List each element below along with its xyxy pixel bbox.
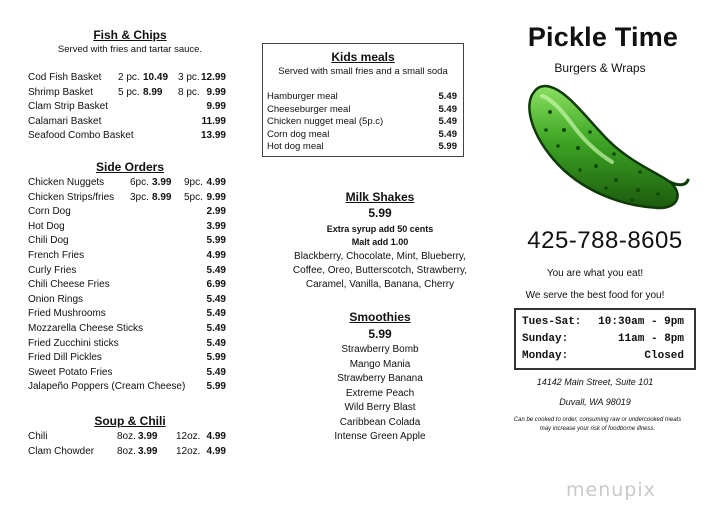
- item-size-large: 12oz.: [176, 431, 201, 442]
- hours-time: Closed: [644, 350, 684, 362]
- item-price-small: 3.99: [138, 431, 158, 442]
- kids-item-price: 5.49: [438, 91, 457, 102]
- smoothie-item: Intense Green Apple: [334, 431, 426, 442]
- item-size-small: 2 pc.: [118, 72, 140, 83]
- item-size-large: 8 pc.: [178, 86, 200, 98]
- item-name: Clam Strip Basket: [28, 101, 109, 113]
- smoothie-item: Mango Mania: [349, 358, 411, 370]
- item-price-large: 12.99: [200, 72, 226, 83]
- milk-shakes-title: Milk Shakes: [345, 190, 415, 204]
- menupix-watermark: menupix: [566, 479, 656, 501]
- address-line-2: Duvall, WA 98019: [559, 397, 631, 407]
- item-size-large: 3 pc.: [178, 72, 200, 83]
- kids-meals-subtitle: Served with small fries and a small soda: [278, 66, 448, 77]
- smoothie-item: Strawberry Banana: [337, 373, 423, 384]
- item-name: Curly Fries: [28, 264, 77, 276]
- item-price-large: 9.99: [206, 86, 226, 98]
- item-size-large: 12oz.: [176, 445, 201, 457]
- item-price: 5.49: [206, 293, 226, 305]
- brand-tagline: Burgers & Wraps: [554, 61, 646, 75]
- item-name: Fried Mushrooms: [28, 308, 106, 320]
- item-price: 13.99: [200, 130, 226, 142]
- item-name: Jalapeño Poppers (Cream Cheese): [28, 381, 186, 393]
- pickle-illustration: [520, 82, 690, 220]
- slogan-secondary: We serve the best food for you!: [525, 290, 665, 301]
- item-name: Hot Dog: [28, 220, 65, 232]
- kids-meals-title: Kids meals: [331, 50, 395, 64]
- kids-item-name: Corn dog meal: [267, 128, 330, 140]
- item-size-large: 9pc.: [184, 177, 203, 188]
- fish-chips-title: Fish & Chips: [93, 28, 167, 42]
- item-price: 5.49: [206, 308, 226, 320]
- item-price: 6.99: [206, 279, 226, 291]
- milk-shakes-flavors-2: Coffee, Oreo, Butterscotch, Strawberry,: [292, 265, 468, 276]
- item-price-large: 4.99: [206, 445, 226, 457]
- hours-day: Monday:: [522, 350, 569, 362]
- fish-chips-subtitle: Served with fries and tartar sauce.: [57, 44, 203, 55]
- item-size-small: 8oz.: [117, 431, 136, 442]
- item-price-small: 10.49: [143, 72, 169, 83]
- side-orders-title: Side Orders: [95, 160, 165, 174]
- item-name: Onion Rings: [28, 293, 84, 305]
- item-size-small: 8oz.: [117, 445, 136, 457]
- smoothies-title: Smoothies: [349, 310, 411, 324]
- kids-item-name: Hot dog meal: [267, 141, 324, 153]
- item-name: Clam Chowder: [28, 445, 95, 457]
- pickle-stem: [670, 180, 688, 185]
- hours-day: Tues-Sat:: [522, 316, 582, 328]
- item-price-small: 8.99: [143, 86, 163, 98]
- milk-shakes-syrup-note: Extra syrup add 50 cents: [326, 224, 434, 234]
- item-price: 5.99: [206, 235, 226, 247]
- brand-name: Pickle Time: [527, 22, 679, 52]
- item-price: 5.49: [206, 366, 226, 378]
- smoothie-item: Strawberry Bomb: [341, 344, 419, 355]
- item-size-small: 3pc.: [130, 191, 149, 203]
- address-line-1: 14142 Main Street, Suite 101: [536, 377, 654, 387]
- item-name: Chili: [28, 431, 48, 442]
- item-name: Seafood Combo Basket: [28, 130, 134, 142]
- kids-item-name: Cheeseburger meal: [267, 103, 351, 115]
- item-size-large: 5pc.: [184, 191, 203, 203]
- item-name: Chicken Nuggets: [28, 177, 105, 188]
- slogan-primary: You are what you eat!: [546, 268, 644, 279]
- item-name: Shrimp Basket: [28, 86, 94, 98]
- milk-shakes-flavors-1: Blackberry, Chocolate, Mint, Blueberry,: [294, 251, 466, 262]
- kids-item-name: Chicken nugget meal (5p.c): [267, 116, 384, 128]
- hours-time: 10:30am - 9pm: [598, 316, 684, 328]
- item-price: 5.49: [206, 264, 226, 276]
- milk-shakes-price: 5.99: [368, 206, 392, 220]
- kids-item-price: 5.99: [438, 141, 457, 153]
- hours-day: Sunday:: [522, 333, 569, 345]
- item-name: Calamari Basket: [28, 115, 102, 127]
- smoothies-price: 5.99: [368, 327, 392, 341]
- soup-chili-title: Soup & Chili: [94, 414, 166, 428]
- item-name: Mozzarella Cheese Sticks: [28, 323, 144, 334]
- item-price: 5.99: [206, 381, 226, 393]
- pickle-body: [529, 86, 677, 208]
- kids-item-price: 5.49: [438, 128, 457, 140]
- item-size-small: 6pc.: [130, 177, 149, 188]
- item-name: Chicken Strips/fries: [28, 191, 115, 203]
- item-name: Corn Dog: [28, 206, 71, 218]
- hours-time: 11am - 8pm: [617, 333, 684, 345]
- disclaimer-line-1: Can be cooked to order, consuming raw or undercooked meats: [513, 417, 682, 423]
- smoothie-item: Extreme Peach: [345, 387, 415, 399]
- phone-number[interactable]: 425-788-8605: [527, 227, 683, 254]
- item-price: 5.49: [206, 323, 226, 334]
- item-name: Cod Fish Basket: [28, 72, 102, 83]
- item-price-small: 3.99: [138, 445, 158, 457]
- item-name: Chili Cheese Fries: [28, 279, 110, 291]
- item-price-large: 4.99: [206, 177, 226, 188]
- milk-shakes-flavors-3: Caramel, Vanilla, Banana, Cherry: [305, 279, 455, 290]
- smoothie-item: Caribbean Colada: [339, 416, 421, 428]
- item-price: 3.99: [206, 220, 226, 232]
- item-price: 4.99: [206, 250, 226, 261]
- item-name: French Fries: [28, 250, 85, 261]
- kids-item-price: 5.49: [438, 103, 457, 115]
- item-price: 11.99: [201, 115, 226, 127]
- disclaimer-line-2: may increase your risk of foodborne illness.: [539, 426, 656, 432]
- item-price-large: 9.99: [206, 191, 226, 203]
- item-price-large: 4.99: [206, 431, 226, 442]
- item-price: 5.99: [206, 352, 226, 364]
- item-price: 2.99: [206, 206, 226, 218]
- item-name: Chili Dog: [28, 235, 69, 247]
- item-price-small: 3.99: [152, 177, 172, 188]
- item-name: Fried Dill Pickles: [28, 352, 102, 364]
- item-price: 9.99: [206, 101, 226, 113]
- item-name: Fried Zucchini sticks: [28, 337, 119, 349]
- item-price-small: 8.99: [152, 191, 172, 203]
- smoothie-item: Wild Berry Blast: [344, 402, 416, 413]
- kids-item-price: 5.49: [438, 116, 457, 128]
- milk-shakes-malt-note: Malt add 1.00: [351, 237, 409, 247]
- item-price: 5.49: [206, 337, 226, 349]
- item-size-small: 5 pc.: [118, 86, 140, 98]
- item-name: Sweet Potato Fries: [28, 366, 113, 378]
- kids-item-name: Hamburger meal: [267, 91, 338, 102]
